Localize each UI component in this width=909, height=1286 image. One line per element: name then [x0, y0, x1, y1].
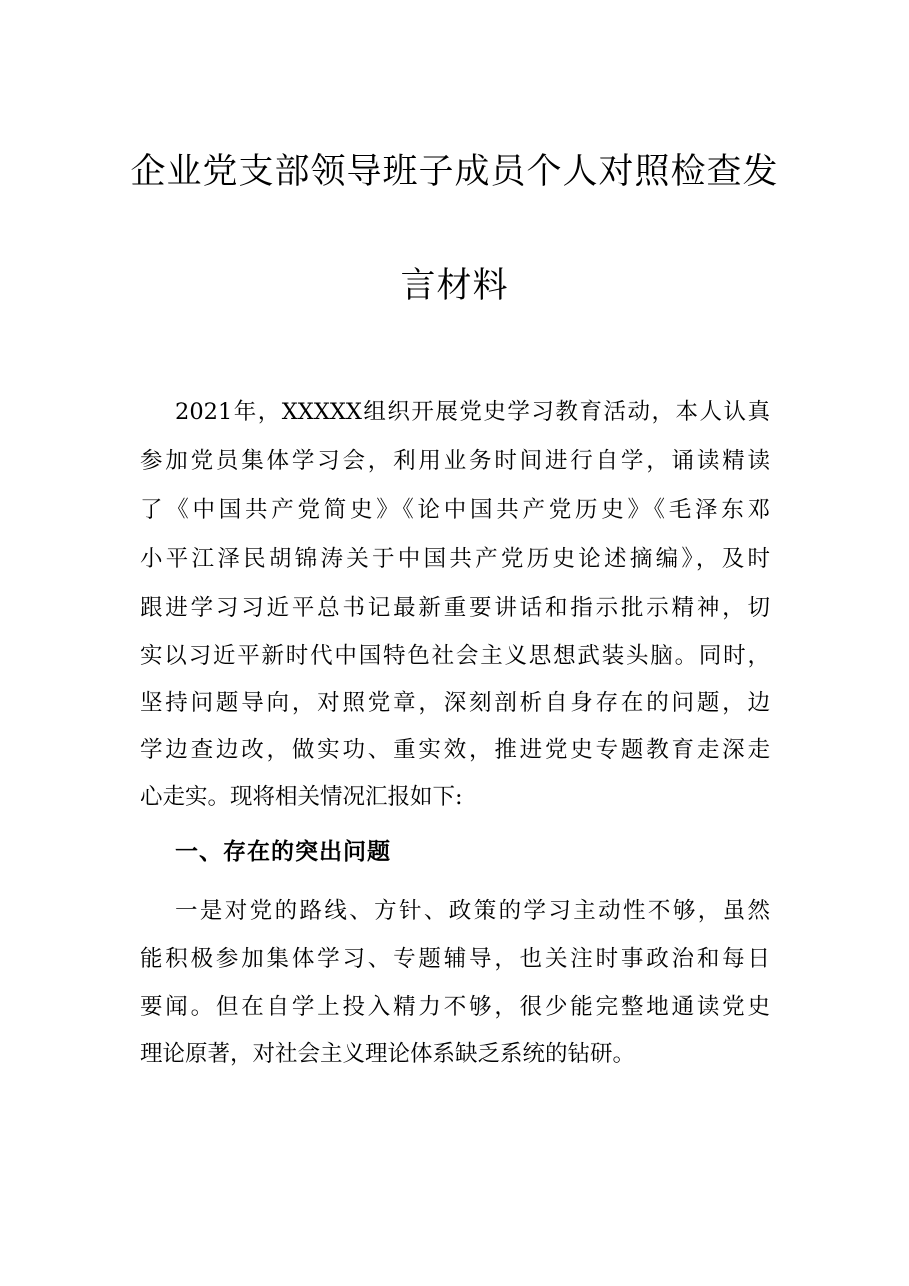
intro-paragraph-line: 小平江泽民胡锦涛关于中国共产党历史论述摘编》，及时	[140, 546, 770, 572]
section-paragraph-line: 理论原著，对社会主义理论体系缺乏系统的钻研。	[140, 1041, 636, 1067]
section-paragraph-line: 要闻。但在自学上投入精力不够，很少能完整地通读党史	[140, 994, 770, 1020]
document-title-line-2: 言材料	[400, 266, 509, 306]
intro-paragraph-line: 实以习近平新时代中国特色社会主义思想武装头脑。同时，	[140, 643, 770, 669]
section-heading: 一、存在的突出问题	[175, 839, 391, 865]
intro-paragraph-line: 参加党员集体学习会，利用业务时间进行自学，诵读精读	[140, 448, 770, 474]
intro-paragraph-line: 心走实。现将相关情况汇报如下:	[140, 784, 463, 810]
intro-paragraph-line: 2021年，XXXXX组织开展党史学习教育活动，本人认真	[175, 399, 770, 425]
document-title-line-1: 企业党支部领导班子成员个人对照检查发	[130, 152, 779, 192]
section-paragraph-line: 能积极参加集体学习、专题辅导，也关注时事政治和每日	[140, 946, 770, 972]
intro-paragraph-line: 坚持问题导向，对照党章，深刻剖析自身存在的问题，边	[140, 690, 770, 716]
intro-paragraph-line: 了《中国共产党简史》《论中国共产党历史》《毛泽东邓	[140, 497, 770, 523]
section-paragraph-line: 一是对党的路线、方针、政策的学习主动性不够，虽然	[175, 898, 770, 924]
intro-paragraph-line: 学边查边改，做实功、重实效，推进党史专题教育走深走	[140, 737, 770, 763]
intro-paragraph-line: 跟进学习习近平总书记最新重要讲话和指示批示精神，切	[140, 595, 770, 621]
